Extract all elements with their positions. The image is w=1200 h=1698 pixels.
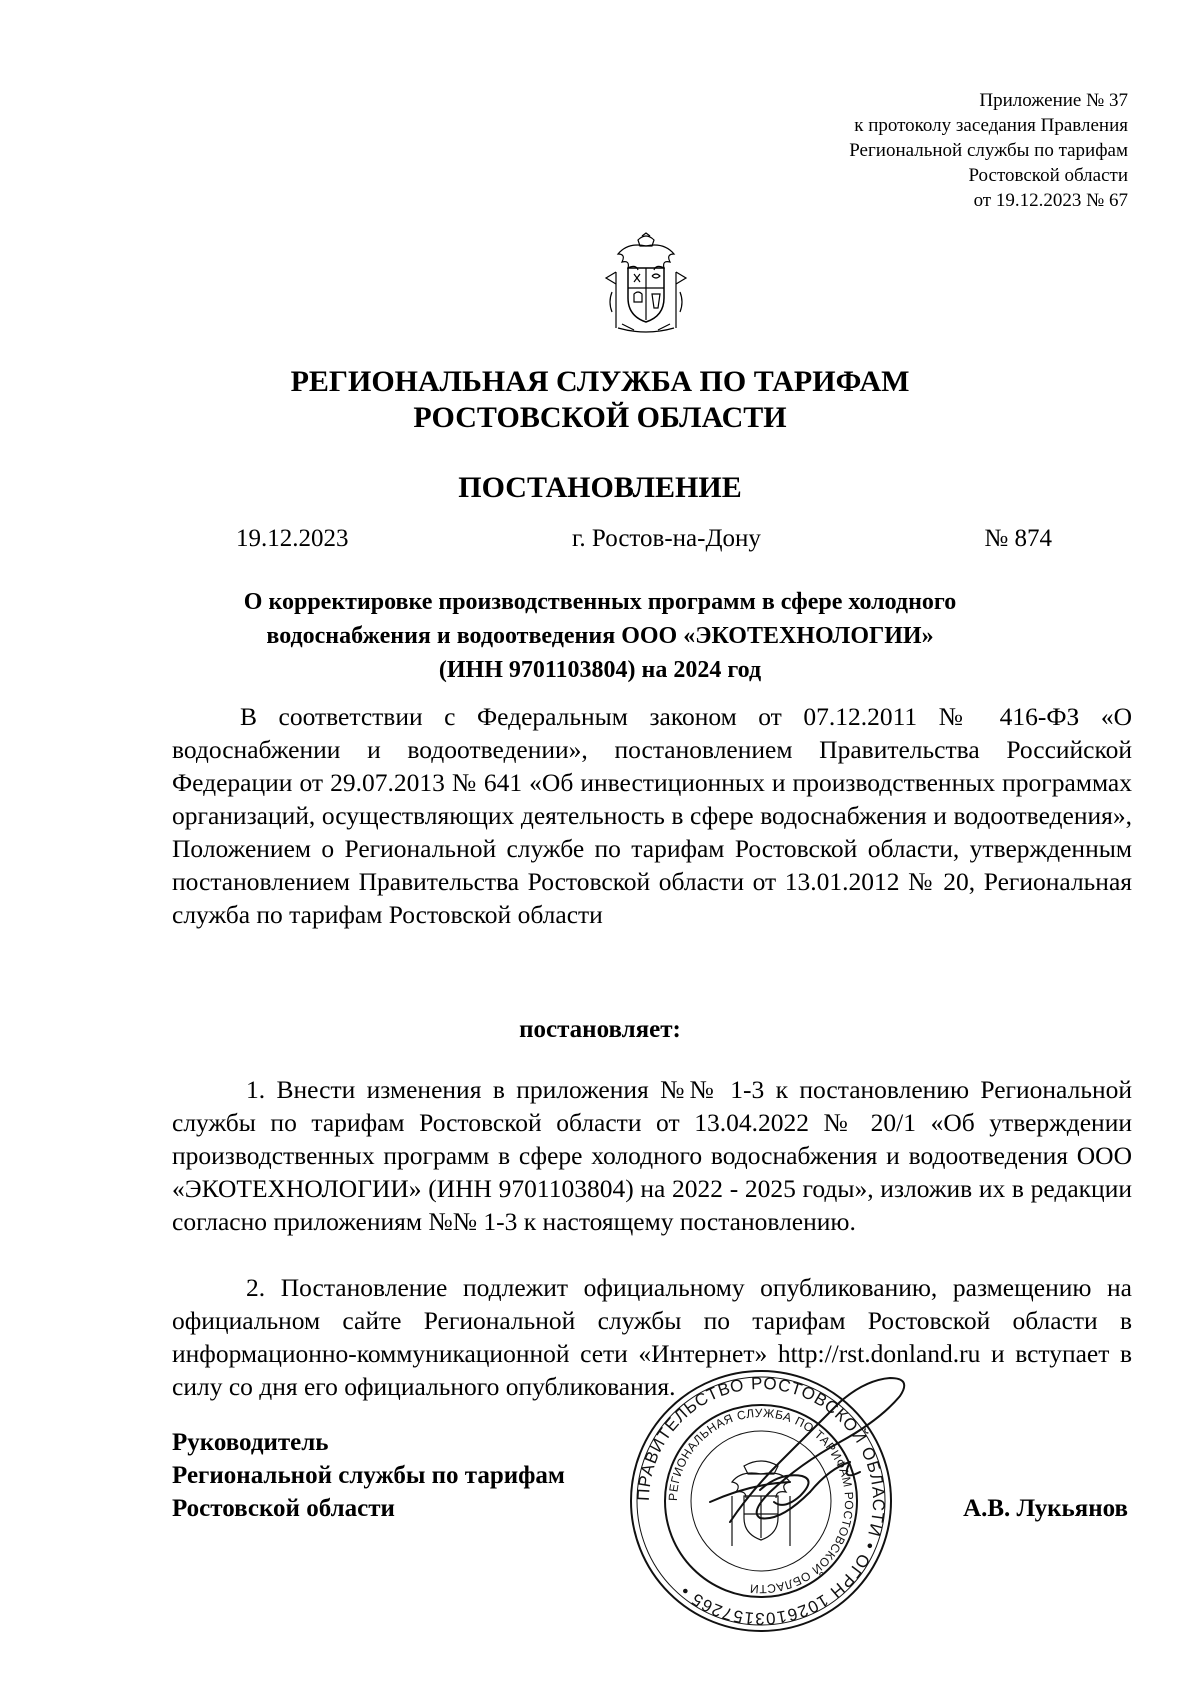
document-subject — [150, 585, 1050, 687]
document-date: 19.12.2023 — [236, 525, 349, 552]
appendix-reference — [708, 88, 1128, 213]
signer-title-line: Ростовской области — [172, 1495, 395, 1522]
appendix-line: Приложение № 37 — [979, 90, 1128, 111]
appendix-line: от 19.12.2023 № 67 — [973, 190, 1128, 211]
appendix-line: Ростовской области — [968, 165, 1128, 186]
handwritten-signature — [690, 1372, 920, 1542]
seal-inner-text: РЕГИОНАЛЬНАЯ СЛУЖБА ПО ТАРИФАМ РОСТОВСКОЙ ОБЛАСТИ — [665, 1405, 857, 1597]
subject-line: (ИНН 9701103804) на 2024 год — [438, 657, 762, 683]
document-city: г. Ростов-на-Дону — [572, 525, 761, 552]
document-type-heading: ПОСТАНОВЛЕНИЕ — [458, 471, 742, 504]
agency-line: РЕГИОНАЛЬНАЯ СЛУЖБА ПО ТАРИФАМ — [290, 365, 910, 398]
document-meta-line — [0, 523, 1200, 557]
subject-line: О корректировке производственных программ в сфере холодного — [243, 589, 957, 615]
coat-of-arms-icon — [598, 232, 694, 336]
preamble-paragraph: В соответствии с Федеральным законом от 07.12.2011 № 416-ФЗ «О водоснабжении и водоотведении», постановлением Правительства Российской Федерации от 29.07.2013 № 641 «Об инвестиционных и производственных программах организаций, осуществляющих деятельность в сфере водоснабжения и водоотведения», Положением о Региональной службе по тарифам Ростовской области, утвержденным постановлением Правительства Ростовской области от 13.01.2012 № 20, Региональная служба по тарифам Ростовской области — [172, 702, 1132, 929]
agency-heading — [0, 364, 1200, 436]
document-number: № 874 — [984, 525, 1052, 552]
seal-outer-text: ПРАВИТЕЛЬСТВО РОСТОВСКОЙ ОБЛАСТИ • ОГРН 1026103157265 • — [633, 1373, 889, 1629]
agency-line: РОСТОВСКОЙ ОБЛАСТИ — [413, 401, 787, 434]
resolves-heading: постановляет: — [519, 1016, 681, 1043]
appendix-line: Региональной службы по тарифам — [849, 140, 1128, 161]
subject-line: водоснабжения и водоотведения ООО «ЭКОТЕХНОЛОГИИ» — [266, 623, 934, 649]
resolution-item-1: 1. Внести изменения в приложения №№ 1-3 к постановлению Региональной службы по тарифам Ростовской области от 13.04.2022 № 20/1 «Об утверждении производственных программ в сфере холодного водоснабжения и водоотведения ООО «ЭКОТЕХНОЛОГИИ» (ИНН 9701103804) на 2022 - 2025 годы», изложив их в редакции согласно приложениям №№ 1-3 к настоящему постановлению. — [172, 1075, 1132, 1236]
signer-name: А.В. Лукьянов — [963, 1495, 1128, 1522]
appendix-line: к протоколу заседания Правления — [854, 115, 1128, 136]
signer-title-line: Региональной службы по тарифам — [172, 1462, 565, 1489]
resolution-item-2: 2. Постановление подлежит официальному опубликованию, размещению на официальном сайте Региональной службы по тарифам Ростовской области в информационно-коммуникационной сети «Интернет» http://rst.donland.ru и вступает в силу со дня его официального опубликования. — [172, 1273, 1132, 1401]
signer-title — [172, 1426, 672, 1525]
signer-title-line: Руководитель — [172, 1429, 329, 1456]
